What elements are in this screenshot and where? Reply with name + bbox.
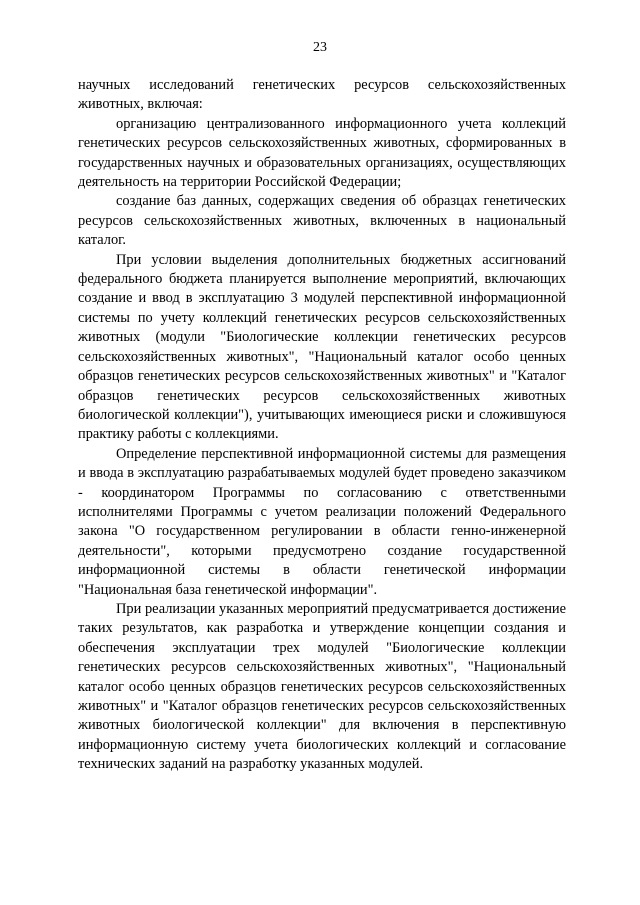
page-number: 23 xyxy=(313,40,327,55)
paragraph-additional-funding: При условии выделения дополнительных бюджетных ассигнований федерального бюджета планируется выполнение мероприятий, включающих создание и ввод в эксплуатацию 3 модулей перспективной информационной системы по учету коллекций генетических ресурсов сельскохозяйственных животных (модули "Биологические коллекции генетических ресурсов сельскохозяйственных животных", "Национальный каталог особо ценных образцов генетических ресурсов сельскохозяйственных животных" и "Каталог образцов генетических ресурсов сельскохозяйственных животных биологической коллекции"), учитывающих имеющиеся риски и сложившуюся практику работы с коллекциями. xyxy=(78,251,566,443)
document-body xyxy=(78,76,566,775)
paragraph-list-item-databases: создание баз данных, содержащих сведения об образцах генетических ресурсов сельскохозяйственных животных, включенных в национальный каталог. xyxy=(78,193,566,249)
paragraph-expected-results: При реализации указанных мероприятий предусматривается достижение таких результатов, как разработка и утверждение концепции создания и обеспечения эксплуатации трех модулей "Биологические коллекции генетических ресурсов сельскохозяйственных животных", "Национальный каталог особо ценных образцов генетических ресурсов сельскохозяйственных животных" и "Каталог образцов генетических ресурсов сельскохозяйственных животных биологической коллекции" для включения в перспективную информационную систему учета биологических коллекций и согласование технических заданий на разработку указанных модулей. xyxy=(78,600,566,773)
paragraph-continuation: научных исследований генетических ресурсов сельскохозяйственных животных, включая: xyxy=(78,77,566,113)
paragraph-list-item-organization: организацию централизованного информационного учета коллекций генетических ресурсов сельскохозяйственных животных, сформированных в государственных научных и образовательных организациях, осуществляющих деятельность на территории Российской Федерации; xyxy=(78,115,566,191)
paragraph-system-definition: Определение перспективной информационной системы для размещения и ввода в эксплуатацию разрабатываемых модулей будет проведено заказчиком - координатором Программы по согласованию с ответственными исполнителями Программы с учетом реализации положений Федерального закона "О государственном регулировании в области генно-инженерной деятельности", которыми предусмотрено создание государственной информационной системы в области генетической информации "Национальная база генетической информации". xyxy=(78,445,566,598)
